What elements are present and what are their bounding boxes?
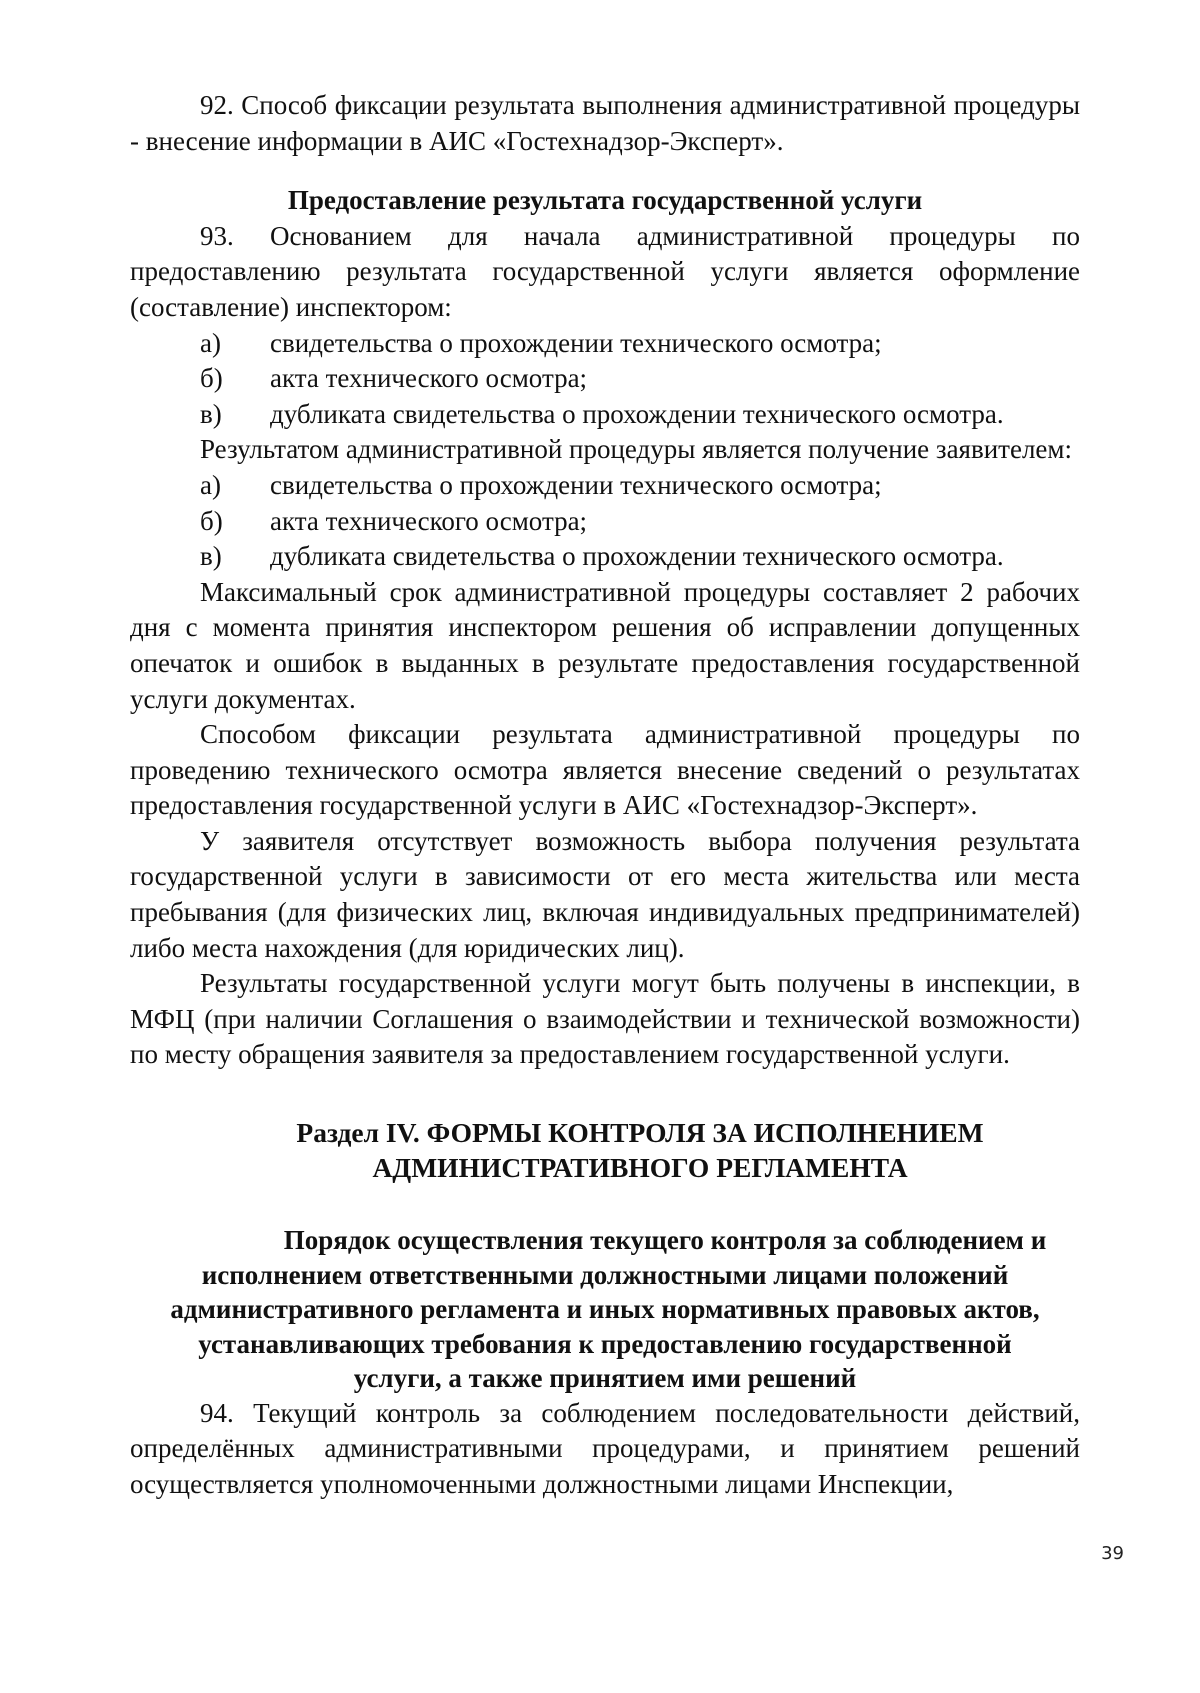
paragraph-92: 92. Способ фиксации результата выполнения административной процедуры - внесение информации в АИС «Гостехнадзор-Эксперт». <box>130 90 1080 156</box>
paragraph-fixation: Способом фиксации результата административной процедуры по проведению технического осмотра является внесение сведений о результатах предоставления государственной услуги в АИС «Гостехнадзор-Эксперт». <box>130 719 1080 821</box>
list-marker: в) <box>200 398 222 429</box>
section-title-line: Раздел IV. ФОРМЫ КОНТРОЛЯ ЗА ИСПОЛНЕНИЕМ <box>296 1117 984 1149</box>
list-documents-received <box>130 468 1080 575</box>
page-number: 39 <box>1101 1543 1124 1564</box>
paragraph-no-choice: У заявителя отсутствует возможность выбора получения результата государственной услуги в зависимости от его места жительства или места пребывания (для физических лиц, включая индивидуальных предпринимателей) либо места нахождения (для юридических лиц). <box>130 825 1080 963</box>
subsection-title-line: административного регламента и иных нормативных правовых актов, <box>170 1294 1040 1325</box>
list-item <box>130 539 1080 575</box>
list-documents-issued <box>130 326 1080 433</box>
list-marker: а) <box>200 469 221 500</box>
list-text: свидетельства о прохождении технического осмотра; <box>270 327 882 358</box>
section-title <box>130 1115 1080 1185</box>
list-text: дубликата свидетельства о прохождении технического осмотра. <box>270 541 1004 572</box>
list-item <box>130 361 1080 397</box>
subsection-title-line: услуги, а также принятием ими решений <box>353 1363 857 1394</box>
list-marker: б) <box>200 505 223 536</box>
list-text: акта технического осмотра; <box>270 505 588 536</box>
list-text: акта технического осмотра; <box>270 363 588 394</box>
paragraph-result-intro: Результатом административной процедуры является получение заявителем: <box>200 434 1073 465</box>
list-text: свидетельства о прохождении технического осмотра; <box>270 469 882 500</box>
subsection-title-line: устанавливающих требования к предоставлению государственной <box>198 1328 1012 1359</box>
subsection-title-line: исполнением ответственными должностными лицами положений <box>201 1259 1009 1290</box>
paragraph-results-where: Результаты государственной услуги могут быть получены в инспекции, в МФЦ (при наличии Соглашения о взаимодействии и технической возможности) по месту обращения заявителя за предоставлением государственной услуги. <box>130 968 1080 1070</box>
paragraph-max-term: Максимальный срок административной процедуры составляет 2 рабочих дня с момента принятия инспектором решения об исправлении допущенных опечаток и ошибок в выданных в результате предоставления государственной услуги документах. <box>130 576 1080 714</box>
list-text: дубликата свидетельства о прохождении технического осмотра. <box>270 398 1004 429</box>
list-marker: а) <box>200 327 221 358</box>
subsection-title <box>130 1223 1080 1396</box>
list-item <box>130 397 1080 433</box>
list-marker: в) <box>200 541 222 572</box>
document-page <box>130 88 1080 1502</box>
paragraph-94: 94. Текущий контроль за соблюдением последовательности действий, определённых административными процедурами, и принятием решений осуществляется уполномоченными должностными лицами Инспекции, <box>130 1397 1080 1499</box>
list-marker: б) <box>200 363 223 394</box>
section-title-line: АДМИНИСТРАТИВНОГО РЕГЛАМЕНТА <box>372 1152 908 1184</box>
paragraph-93: 93. Основанием для начала административной процедуры по предоставлению результата государственной услуги является оформление (составление) инспектором: <box>130 220 1080 322</box>
list-item <box>130 504 1080 540</box>
list-item <box>130 326 1080 362</box>
heading-result-provision: Предоставление результата государственной услуги <box>287 185 923 216</box>
subsection-title-line: Порядок осуществления текущего контроля за соблюдением и <box>283 1225 1047 1256</box>
list-item <box>130 468 1080 504</box>
